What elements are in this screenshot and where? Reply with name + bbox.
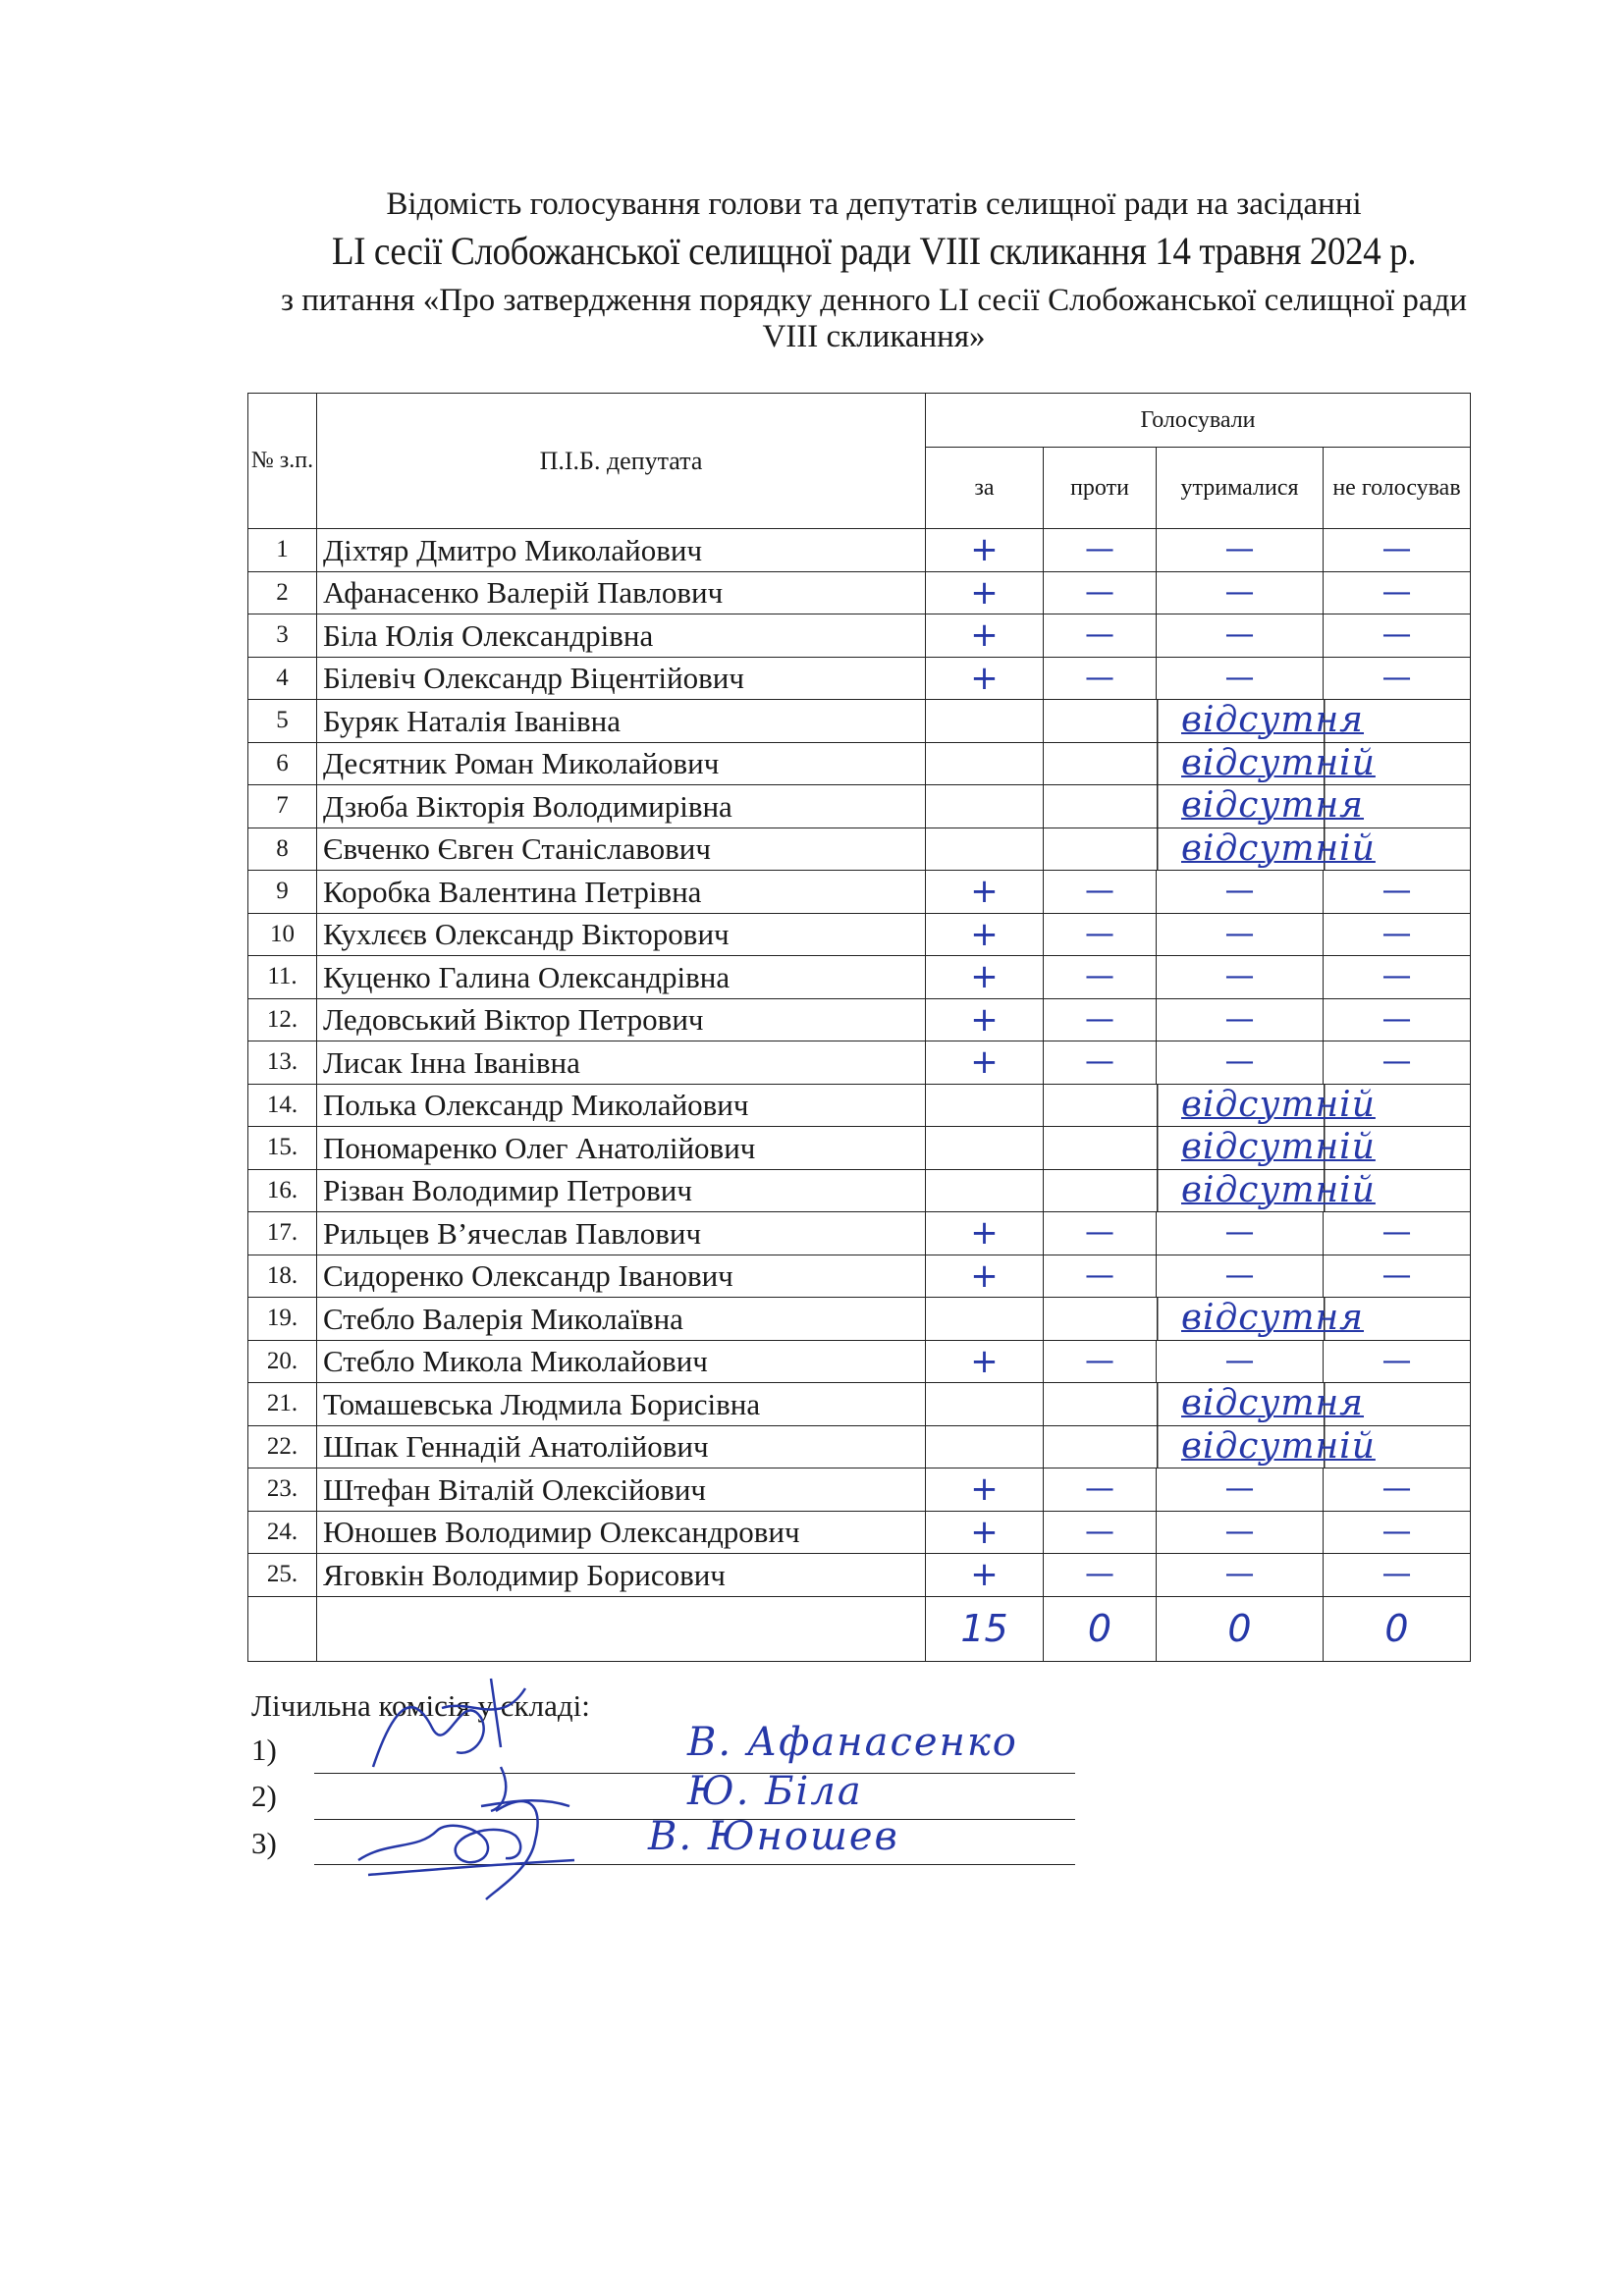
plus-mark: +	[970, 1555, 999, 1595]
table-row	[248, 828, 1471, 871]
dash-mark: —	[1381, 959, 1412, 994]
commission-member-3-name: В. Юношев	[648, 1814, 899, 1859]
doc-title-line2: LI сесії Слобожанської селищної ради VIII скликання 14 травня 2024 р.	[331, 229, 1417, 273]
total-not-voted: 0	[1324, 1596, 1471, 1661]
cell-for	[926, 1169, 1044, 1212]
deputy-name: Пономаренко Олег Анатолійович	[317, 1127, 926, 1170]
absent-note: відсутній	[1044, 1084, 1471, 1127]
row-number: 23.	[248, 1468, 317, 1512]
row-number: 12.	[248, 998, 317, 1041]
deputy-name: Стебло Микола Миколайович	[317, 1340, 926, 1383]
dash-mark: —	[1085, 959, 1114, 994]
cell-abstained	[1157, 529, 1324, 572]
doc-title-line1: Відомість голосування голови та депутатів селищної ради на засіданні	[386, 187, 1362, 222]
voting-table	[247, 393, 1471, 1662]
dash-mark: —	[1224, 1343, 1255, 1378]
cell-against	[1044, 614, 1157, 658]
cell-for	[926, 1340, 1044, 1383]
cell-against	[1044, 1041, 1157, 1085]
absent-note: відсутня	[1044, 700, 1471, 743]
cell-for	[926, 1425, 1044, 1468]
row-number: 22.	[248, 1425, 317, 1468]
cell-abstained	[1157, 1468, 1324, 1512]
deputy-name: Різван Володимир Петрович	[317, 1169, 926, 1212]
dash-mark: —	[1224, 1215, 1255, 1251]
row-number: 9	[248, 871, 317, 914]
table-row	[248, 871, 1471, 914]
table-row	[248, 1169, 1471, 1212]
table-row	[248, 1383, 1471, 1426]
cell-for	[926, 1554, 1044, 1597]
cell-abstained	[1157, 871, 1324, 914]
cell-for	[926, 785, 1044, 828]
cell-for	[926, 614, 1044, 658]
plus-mark: +	[970, 1042, 999, 1083]
cell-against	[1044, 1255, 1157, 1298]
table-row	[248, 1511, 1471, 1554]
cell-against	[1044, 871, 1157, 914]
absent-note: відсутня	[1044, 785, 1471, 828]
absent-note: відсутній	[1044, 828, 1471, 871]
row-number: 4	[248, 657, 317, 700]
cell-abstained	[1157, 1340, 1324, 1383]
plus-mark: +	[970, 957, 999, 997]
cell-abstained	[1157, 571, 1324, 614]
dash-mark: —	[1085, 617, 1114, 653]
doc-title-line3: з питання «Про затвердження порядку денного LI сесії Слобожанської селищної ради	[280, 283, 1468, 318]
cell-for	[926, 1041, 1044, 1085]
cell-against	[1044, 1511, 1157, 1554]
dash-mark: —	[1085, 916, 1114, 951]
table-row	[248, 1554, 1471, 1597]
dash-mark: —	[1085, 574, 1114, 610]
plus-mark: +	[970, 530, 999, 570]
cell-abstained	[1157, 657, 1324, 700]
dash-mark: —	[1381, 1257, 1412, 1293]
deputy-name: Стебло Валерія Миколаївна	[317, 1298, 926, 1341]
cell-abstained	[1157, 1041, 1324, 1085]
total-for: 15	[926, 1596, 1044, 1661]
plus-mark: +	[970, 572, 999, 613]
cell-for	[926, 529, 1044, 572]
commission-member-1-name: В. Афанасенко	[687, 1720, 1018, 1765]
commission-member-2-name: Ю. Біла	[687, 1769, 863, 1814]
dash-mark: —	[1224, 1001, 1255, 1037]
absent-note: відсутній	[1044, 1127, 1471, 1170]
cell-against	[1044, 1554, 1157, 1597]
dash-mark: —	[1381, 1001, 1412, 1037]
dash-mark: —	[1085, 1044, 1114, 1080]
row-number: 25.	[248, 1554, 317, 1597]
dash-mark: —	[1085, 1471, 1114, 1507]
absent-note: відсутня	[1044, 1383, 1471, 1426]
dash-mark: —	[1224, 1514, 1255, 1549]
dash-mark: —	[1085, 1257, 1114, 1293]
row-number: 15.	[248, 1127, 317, 1170]
cell-not-voted	[1324, 614, 1471, 658]
cell-not-voted	[1324, 1340, 1471, 1383]
plus-mark: +	[970, 1469, 999, 1510]
cell-against	[1044, 571, 1157, 614]
cell-against	[1044, 913, 1157, 956]
table-row	[248, 529, 1471, 572]
dash-mark: —	[1381, 532, 1412, 567]
dash-mark: —	[1381, 1471, 1412, 1507]
header-name: П.І.Б. депутата	[317, 394, 926, 529]
plus-mark: +	[970, 1255, 999, 1296]
table-row	[248, 1084, 1471, 1127]
deputy-name: Лисак Інна Іванівна	[317, 1041, 926, 1085]
table-row	[248, 913, 1471, 956]
plus-mark: +	[970, 615, 999, 656]
cell-against	[1044, 998, 1157, 1041]
cell-abstained	[1157, 956, 1324, 999]
cell-for	[926, 742, 1044, 785]
deputy-name: Сидоренко Олександр Іванович	[317, 1255, 926, 1298]
dash-mark: —	[1381, 1557, 1412, 1592]
cell-for	[926, 828, 1044, 871]
plus-mark: +	[970, 872, 999, 912]
table-row	[248, 1041, 1471, 1085]
row-number: 8	[248, 828, 317, 871]
cell-not-voted	[1324, 998, 1471, 1041]
table-row	[248, 1468, 1471, 1512]
cell-abstained	[1157, 1554, 1324, 1597]
table-row	[248, 614, 1471, 658]
table-row	[248, 742, 1471, 785]
total-against: 0	[1044, 1596, 1157, 1661]
header-for: за	[926, 448, 1044, 529]
plus-mark: +	[970, 914, 999, 954]
header-number: № з.п.	[248, 394, 317, 529]
row-number: 14.	[248, 1084, 317, 1127]
cell-not-voted	[1324, 529, 1471, 572]
cell-not-voted	[1324, 913, 1471, 956]
table-row	[248, 1212, 1471, 1255]
dash-mark: —	[1381, 874, 1412, 909]
cell-against	[1044, 529, 1157, 572]
table-row	[248, 956, 1471, 999]
deputy-name: Афанасенко Валерій Павлович	[317, 571, 926, 614]
signature-3	[349, 1782, 604, 1899]
cell-not-voted	[1324, 956, 1471, 999]
plus-mark: +	[970, 658, 999, 698]
deputy-name: Коробка Валентина Петрівна	[317, 871, 926, 914]
deputy-name: Томашевська Людмила Борисівна	[317, 1383, 926, 1426]
cell-against	[1044, 1468, 1157, 1512]
deputy-name: Кухлєєв Олександр Вікторович	[317, 913, 926, 956]
cell-abstained	[1157, 913, 1324, 956]
deputy-name: Полька Олександр Миколайович	[317, 1084, 926, 1127]
row-number: 20.	[248, 1340, 317, 1383]
row-number: 21.	[248, 1383, 317, 1426]
row-number: 10	[248, 913, 317, 956]
cell-for	[926, 913, 1044, 956]
dash-mark: —	[1381, 1044, 1412, 1080]
dash-mark: —	[1381, 660, 1412, 695]
table-row	[248, 785, 1471, 828]
cell-not-voted	[1324, 1511, 1471, 1554]
row-number: 19.	[248, 1298, 317, 1341]
dash-mark: —	[1224, 1471, 1255, 1507]
deputy-name: Діхтяр Дмитро Миколайович	[317, 529, 926, 572]
totals-number-cell	[248, 1596, 317, 1661]
deputy-name: Дзюба Вікторія Володимирівна	[317, 785, 926, 828]
plus-mark: +	[970, 1512, 999, 1552]
cell-for	[926, 998, 1044, 1041]
row-number: 3	[248, 614, 317, 658]
header-not-voted: не голосував	[1324, 448, 1471, 529]
dash-mark: —	[1085, 1215, 1114, 1251]
dash-mark: —	[1381, 1343, 1412, 1378]
cell-not-voted	[1324, 1554, 1471, 1597]
header-against: проти	[1044, 448, 1157, 529]
dash-mark: —	[1224, 660, 1255, 695]
cell-abstained	[1157, 1255, 1324, 1298]
absent-note: відсутній	[1044, 742, 1471, 785]
dash-mark: —	[1381, 1514, 1412, 1549]
commission-member-1-number: 1)	[251, 1733, 277, 1767]
totals-label-cell	[317, 1596, 926, 1661]
dash-mark: —	[1224, 1257, 1255, 1293]
header-abstained: утрималися	[1157, 448, 1324, 529]
row-number: 2	[248, 571, 317, 614]
cell-for	[926, 1127, 1044, 1170]
deputy-name: Куценко Галина Олександрівна	[317, 956, 926, 999]
deputy-name: Штефан Віталій Олексійович	[317, 1468, 926, 1512]
dash-mark: —	[1085, 1557, 1114, 1592]
deputy-name: Рильцев В’ячеслав Павлович	[317, 1212, 926, 1255]
cell-not-voted	[1324, 1041, 1471, 1085]
deputy-name: Шпак Геннадій Анатолійович	[317, 1425, 926, 1468]
dash-mark: —	[1224, 916, 1255, 951]
doc-title-line4: VIII скликання»	[762, 319, 986, 354]
table-row	[248, 998, 1471, 1041]
dash-mark: —	[1224, 532, 1255, 567]
cell-for	[926, 871, 1044, 914]
dash-mark: —	[1224, 574, 1255, 610]
cell-for	[926, 1468, 1044, 1512]
table-row	[248, 700, 1471, 743]
cell-for	[926, 700, 1044, 743]
cell-not-voted	[1324, 1468, 1471, 1512]
cell-not-voted	[1324, 571, 1471, 614]
cell-for	[926, 1298, 1044, 1341]
table-row	[248, 1127, 1471, 1170]
dash-mark: —	[1224, 874, 1255, 909]
commission-member-2-number: 2)	[251, 1779, 277, 1813]
cell-not-voted	[1324, 657, 1471, 700]
cell-for	[926, 657, 1044, 700]
dash-mark: —	[1224, 1557, 1255, 1592]
dash-mark: —	[1224, 617, 1255, 653]
commission-title: Лічильна комісія у складі:	[251, 1688, 590, 1723]
table-row	[248, 571, 1471, 614]
cell-against	[1044, 1212, 1157, 1255]
cell-for	[926, 1212, 1044, 1255]
row-number: 6	[248, 742, 317, 785]
cell-not-voted	[1324, 1255, 1471, 1298]
row-number: 5	[248, 700, 317, 743]
deputy-name: Ледовський Віктор Петрович	[317, 998, 926, 1041]
cell-abstained	[1157, 1511, 1324, 1554]
cell-abstained	[1157, 998, 1324, 1041]
dash-mark: —	[1085, 660, 1114, 695]
row-number: 1	[248, 529, 317, 572]
dash-mark: —	[1381, 617, 1412, 653]
header-voted-group: Голосували	[926, 394, 1471, 448]
dash-mark: —	[1085, 532, 1114, 567]
plus-mark: +	[970, 1213, 999, 1254]
deputy-name: Євченко Євген Станіславович	[317, 828, 926, 871]
table-row	[248, 657, 1471, 700]
commission-member-3-number: 3)	[251, 1826, 277, 1860]
cell-not-voted	[1324, 871, 1471, 914]
table-row	[248, 1298, 1471, 1341]
cell-for	[926, 1383, 1044, 1426]
cell-abstained	[1157, 1212, 1324, 1255]
dash-mark: —	[1085, 874, 1114, 909]
cell-not-voted	[1324, 1212, 1471, 1255]
deputy-name: Біла Юлія Олександрівна	[317, 614, 926, 658]
absent-note: відсутній	[1044, 1169, 1471, 1212]
row-number: 13.	[248, 1041, 317, 1085]
dash-mark: —	[1085, 1001, 1114, 1037]
cell-abstained	[1157, 614, 1324, 658]
deputy-name: Буряк Наталія Іванівна	[317, 700, 926, 743]
deputy-name: Юношев Володимир Олександрович	[317, 1511, 926, 1554]
dash-mark: —	[1085, 1343, 1114, 1378]
cell-against	[1044, 956, 1157, 999]
plus-mark: +	[970, 999, 999, 1040]
dash-mark: —	[1381, 574, 1412, 610]
plus-mark: +	[970, 1341, 999, 1381]
dash-mark: —	[1381, 916, 1412, 951]
cell-for	[926, 1084, 1044, 1127]
row-number: 11.	[248, 956, 317, 999]
cell-for	[926, 956, 1044, 999]
cell-for	[926, 1511, 1044, 1554]
cell-against	[1044, 657, 1157, 700]
row-number: 18.	[248, 1255, 317, 1298]
cell-against	[1044, 1340, 1157, 1383]
deputy-name: Яговкін Володимир Борисович	[317, 1554, 926, 1597]
absent-note: відсутня	[1044, 1298, 1471, 1341]
dash-mark: —	[1085, 1514, 1114, 1549]
row-number: 24.	[248, 1511, 317, 1554]
table-row	[248, 1425, 1471, 1468]
absent-note: відсутній	[1044, 1425, 1471, 1468]
dash-mark: —	[1224, 1044, 1255, 1080]
row-number: 17.	[248, 1212, 317, 1255]
table-row	[248, 1340, 1471, 1383]
dash-mark: —	[1224, 959, 1255, 994]
deputy-name: Білевіч Олександр Віцентійович	[317, 657, 926, 700]
dash-mark: —	[1381, 1215, 1412, 1251]
table-row	[248, 1255, 1471, 1298]
total-abstained: 0	[1157, 1596, 1324, 1661]
deputy-name: Десятник Роман Миколайович	[317, 742, 926, 785]
row-number: 7	[248, 785, 317, 828]
cell-for	[926, 571, 1044, 614]
cell-for	[926, 1255, 1044, 1298]
row-number: 16.	[248, 1169, 317, 1212]
